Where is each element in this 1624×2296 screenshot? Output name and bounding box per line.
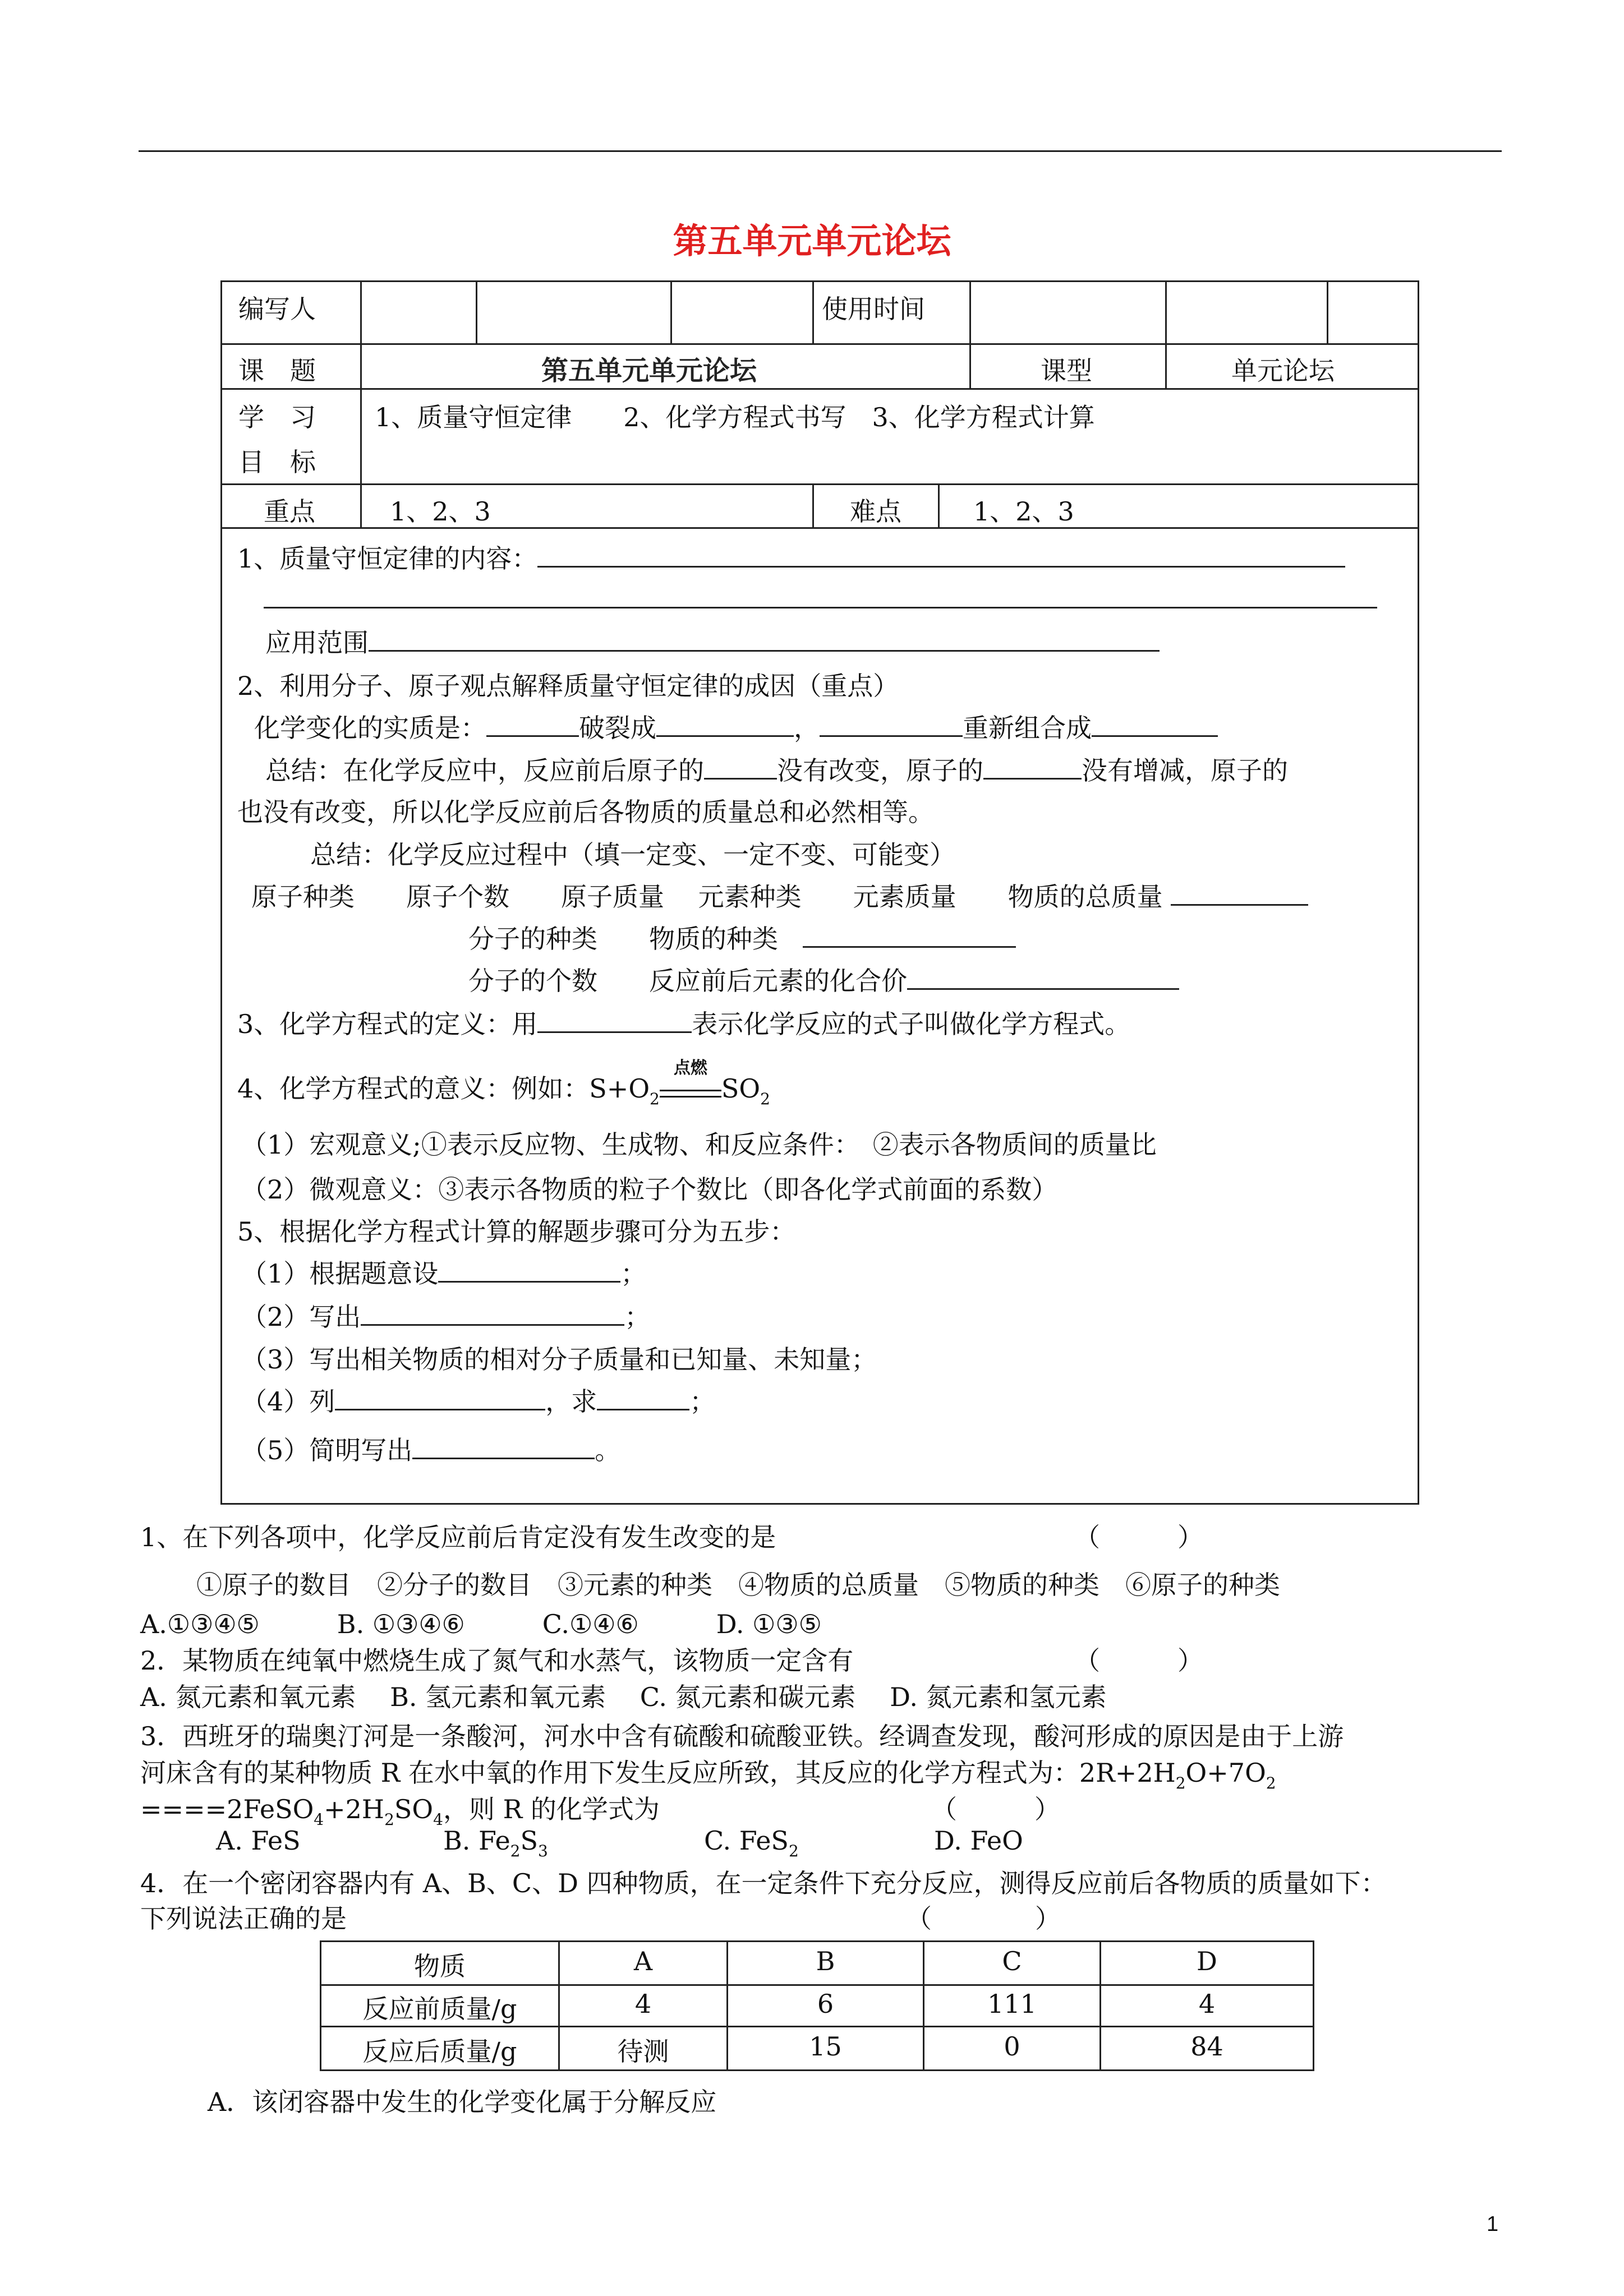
topic-value: 第五单元单元论坛 <box>541 355 757 386</box>
table-row-label: 反应后质量/g <box>362 2036 517 2067</box>
topic-label: 课 题 <box>238 356 316 386</box>
question-4-answer-paren: （ ） <box>906 1903 1061 1934</box>
time-label: 使用时间 <box>822 294 925 324</box>
goal-label-2: 目 标 <box>238 447 316 477</box>
section-2-list-3: 分子的个数 反应前后元素的化合价 <box>468 961 1179 998</box>
question-4-option-a: A．该闭容器中发生的化学变化属于分解反应 <box>208 2087 717 2117</box>
section-3: 3、化学方程式的定义：用 表示化学反应的式子叫做化学方程式。 <box>237 1004 1130 1041</box>
step-1: （1）根据题意设 ； <box>241 1253 646 1290</box>
fill-line <box>264 607 1377 608</box>
table-cell: 4 <box>634 1989 652 2019</box>
page-number: 1 <box>1487 2212 1499 2236</box>
question-3-line-2: 河床含有的某种物质 R 在水中氧的作用下发生反应所致，其反应的化学方程式为：$2R+2H_2O+7O_2$ <box>140 1758 1276 1792</box>
table-cell: 84 <box>1190 2031 1223 2062</box>
table-cell: 15 <box>809 2031 842 2062</box>
table-cell: 6 <box>817 1989 834 2019</box>
question-2: 2．某物质在纯氧中燃烧生成了氮气和水蒸气，该物质一定含有 <box>140 1645 854 1676</box>
question-1: 1、在下列各项中，化学反应前后肯定没有发生改变的是 <box>140 1522 776 1552</box>
hard-label: 难点 <box>850 496 901 527</box>
section-2-essence: 化学变化的实质是： 破裂成 ， 重新组合成 <box>254 708 1218 745</box>
section-2-summary-2: 总结：化学反应过程中（填一定变、一定不变、可能变） <box>310 840 955 870</box>
question-3-line-3: $====2FeSO_4+2H_2SO_4$，则 R 的化学式为 <box>140 1794 660 1829</box>
table-cell: 111 <box>987 1989 1037 2019</box>
section-2-summary: 总结：在化学反应中，反应前后原子的 没有改变，原子的 没有增减，原子的 <box>265 750 1288 787</box>
author-label: 编写人 <box>238 294 316 324</box>
table-cell: 0 <box>1004 2031 1020 2062</box>
table-cell: 4 <box>1198 1989 1216 2019</box>
question-1-items: ①原子的数目 ②分子的数目 ③元素的种类 ④物质的总质量 ⑤物质的种类 ⑥原子的种类 <box>196 1570 1280 1600</box>
section-2-heading: 2、利用分子、原子观点解释质量守恒定律的成因（重点） <box>237 671 899 701</box>
section-2-list-1: 原子种类 原子个数 原子质量 元素种类 元素质量 物质的总质量 <box>251 877 1308 914</box>
section-4-macro: （1）宏观意义;①表示反应物、生成物、和反应条件： ②表示各物质间的质量比 <box>241 1129 1157 1160</box>
section-1-range: 应用范围 <box>265 623 1160 660</box>
step-3: （3）写出相关物质的相对分子质量和已知量、未知量； <box>241 1344 877 1375</box>
table-header-substance: 物质 <box>414 1951 466 1981</box>
question-3-option-d: D. FeO <box>934 1825 1023 1856</box>
question-3-option-b: B. $Fe_2S_3$ <box>443 1825 548 1860</box>
table-header-a: A <box>633 1946 653 1976</box>
section-1: 1、质量守恒定律的内容： <box>237 538 1345 575</box>
question-4-line-1: 4．在一个密闭容器内有 A、B、C、D 四种物质，在一定条件下充分反应，测得反应前后各物质的质量如下： <box>140 1868 1387 1898</box>
question-2-options: A. 氮元素和氧元素 B. 氢元素和氧元素 C. 氮元素和碳元素 D. 氮元素和氢元素 <box>140 1682 1107 1712</box>
page-title: 第五单元单元论坛 <box>673 220 951 261</box>
table-cell: 待测 <box>617 2036 669 2067</box>
key-value: 1、2、3 <box>390 496 491 527</box>
table-header-c: C <box>1002 1946 1022 1976</box>
type-label: 课型 <box>1041 356 1092 386</box>
question-1-answer-paren: （ ） <box>1074 1522 1203 1552</box>
goals-text: 1、质量守恒定律 2、化学方程式书写 3、化学方程式计算 <box>375 402 1095 432</box>
reaction-arrow: 点燃 <box>660 1077 721 1098</box>
question-4-line-2: 下列说法正确的是 <box>140 1903 347 1934</box>
key-label: 重点 <box>264 496 315 527</box>
table-row-label: 反应前质量/g <box>362 1994 517 2024</box>
section-5: 5、根据化学方程式计算的解题步骤可分为五步： <box>237 1216 796 1247</box>
section-4: 4、化学方程式的意义：例如：$S+O_2$ 点燃 $SO_2$ <box>237 1058 770 1108</box>
type-value: 单元论坛 <box>1231 356 1335 386</box>
table-header-b: B <box>816 1946 835 1976</box>
header-rule <box>139 150 1502 152</box>
question-1-options: A.①③④⑤ B. ①③④⑥ C.①④⑥ D. ①③⑤ <box>140 1609 822 1639</box>
question-3-option-c: C. FeS$_2$ <box>704 1825 799 1860</box>
question-2-answer-paren: （ ） <box>1074 1645 1203 1676</box>
step-4: （4）列 ，求 ； <box>241 1381 715 1418</box>
table-header-d: D <box>1197 1946 1217 1976</box>
section-2-list-2: 分子的种类 物质的种类 <box>468 919 1016 956</box>
question-3-option-a: A. FeS <box>216 1825 301 1856</box>
section-2-summary-cont: 也没有改变，所以化学反应前后各物质的质量总和必然相等。 <box>237 797 934 827</box>
hard-value: 1、2、3 <box>973 496 1074 527</box>
goal-label-1: 学 习 <box>238 402 316 432</box>
question-3-answer-paren: （ ） <box>931 1794 1060 1824</box>
question-3-line-1: 3．西班牙的瑞奥汀河是一条酸河，河水中含有硫酸和硫酸亚铁。经调查发现，酸河形成的原因是由于上游 <box>140 1721 1344 1751</box>
step-2: （2）写出 ； <box>241 1297 650 1334</box>
section-4-micro: （2）微观意义：③表示各物质的粒子个数比（即各化学式前面的系数） <box>241 1174 1058 1205</box>
step-5: （5）简明写出 。 <box>241 1430 620 1467</box>
